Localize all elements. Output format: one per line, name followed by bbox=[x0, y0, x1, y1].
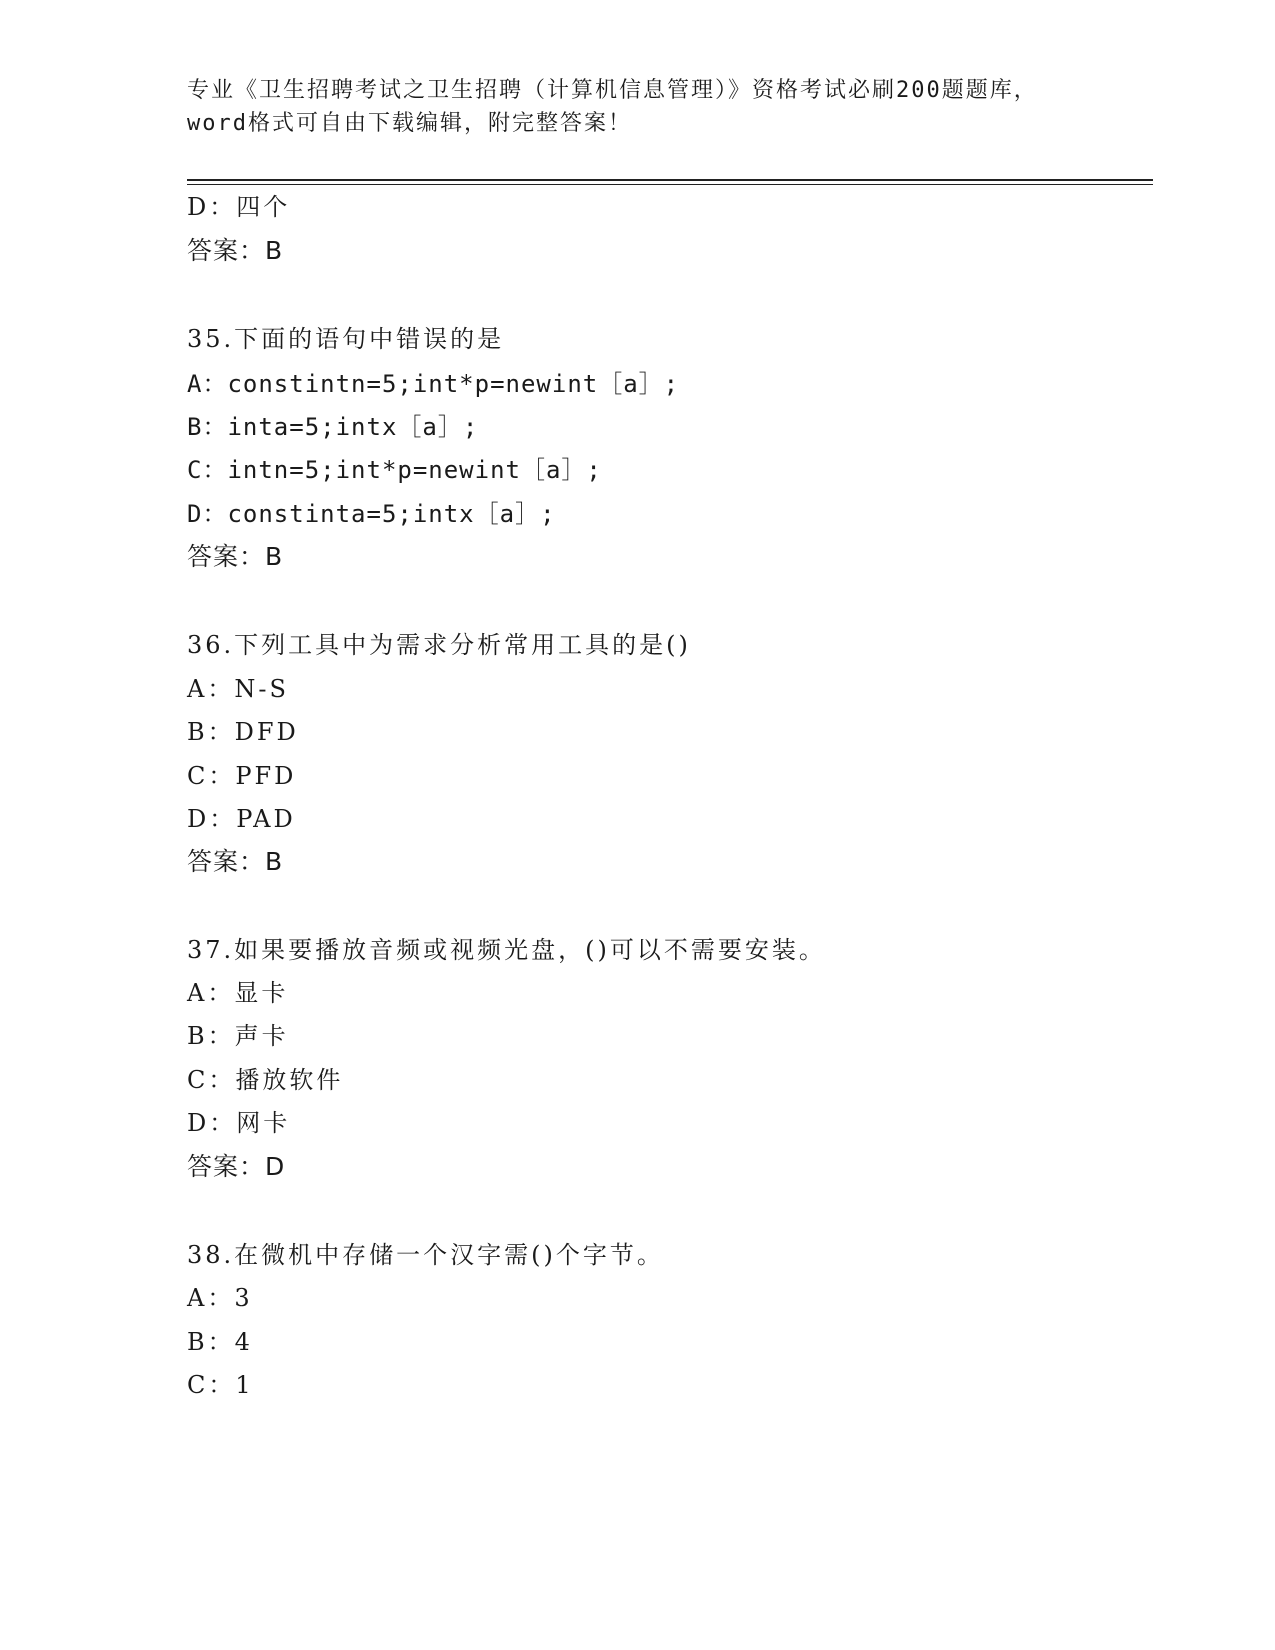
header-divider-thick bbox=[187, 179, 1153, 181]
question-35-text: 35.下面的语句中错误的是 bbox=[187, 325, 505, 353]
question-38-option-c: C：1 bbox=[187, 1371, 254, 1399]
question-37-option-c: C：播放软件 bbox=[187, 1066, 344, 1094]
question-35-option-d: D：constinta=5;intx［a］; bbox=[187, 500, 556, 528]
header-line-1: 专业《卫生招聘考试之卫生招聘（计算机信息管理）》资格考试必刷200题题库， bbox=[187, 78, 1038, 103]
question-36-text: 36.下列工具中为需求分析常用工具的是() bbox=[187, 631, 691, 659]
question-36-answer: 答案：B bbox=[187, 847, 284, 876]
question-38-option-b: B：4 bbox=[187, 1328, 253, 1356]
question-35-answer: 答案：B bbox=[187, 542, 284, 571]
question-38-option-a: A：3 bbox=[187, 1284, 253, 1312]
prev-answer: 答案：B bbox=[187, 236, 284, 265]
question-36-option-a: A：N-S bbox=[187, 675, 289, 703]
question-35-option-b: B：inta=5;intx［a］; bbox=[187, 413, 479, 441]
question-37-text: 37.如果要播放音频或视频光盘，()可以不需要安装。 bbox=[187, 936, 826, 964]
document-header bbox=[187, 74, 1087, 140]
header-line-2: word格式可自由下载编辑，附完整答案！ bbox=[187, 111, 632, 136]
question-36-option-b: B：DFD bbox=[187, 718, 299, 746]
question-35-option-a: A：constintn=5;int*p=newint［a］; bbox=[187, 370, 680, 398]
question-35-option-c: C：intn=5;int*p=newint［a］; bbox=[187, 456, 602, 484]
question-37-answer: 答案：D bbox=[187, 1152, 286, 1181]
prev-option-d: D：四个 bbox=[187, 193, 291, 221]
question-37-option-b: B：声卡 bbox=[187, 1022, 289, 1050]
question-38-text: 38.在微机中存储一个汉字需()个字节。 bbox=[187, 1241, 664, 1269]
question-36-option-c: C：PFD bbox=[187, 762, 297, 790]
question-37-option-a: A：显卡 bbox=[187, 979, 289, 1007]
question-36-option-d: D：PAD bbox=[187, 805, 296, 833]
header-divider-thin bbox=[187, 184, 1153, 185]
question-37-option-d: D：网卡 bbox=[187, 1109, 291, 1137]
